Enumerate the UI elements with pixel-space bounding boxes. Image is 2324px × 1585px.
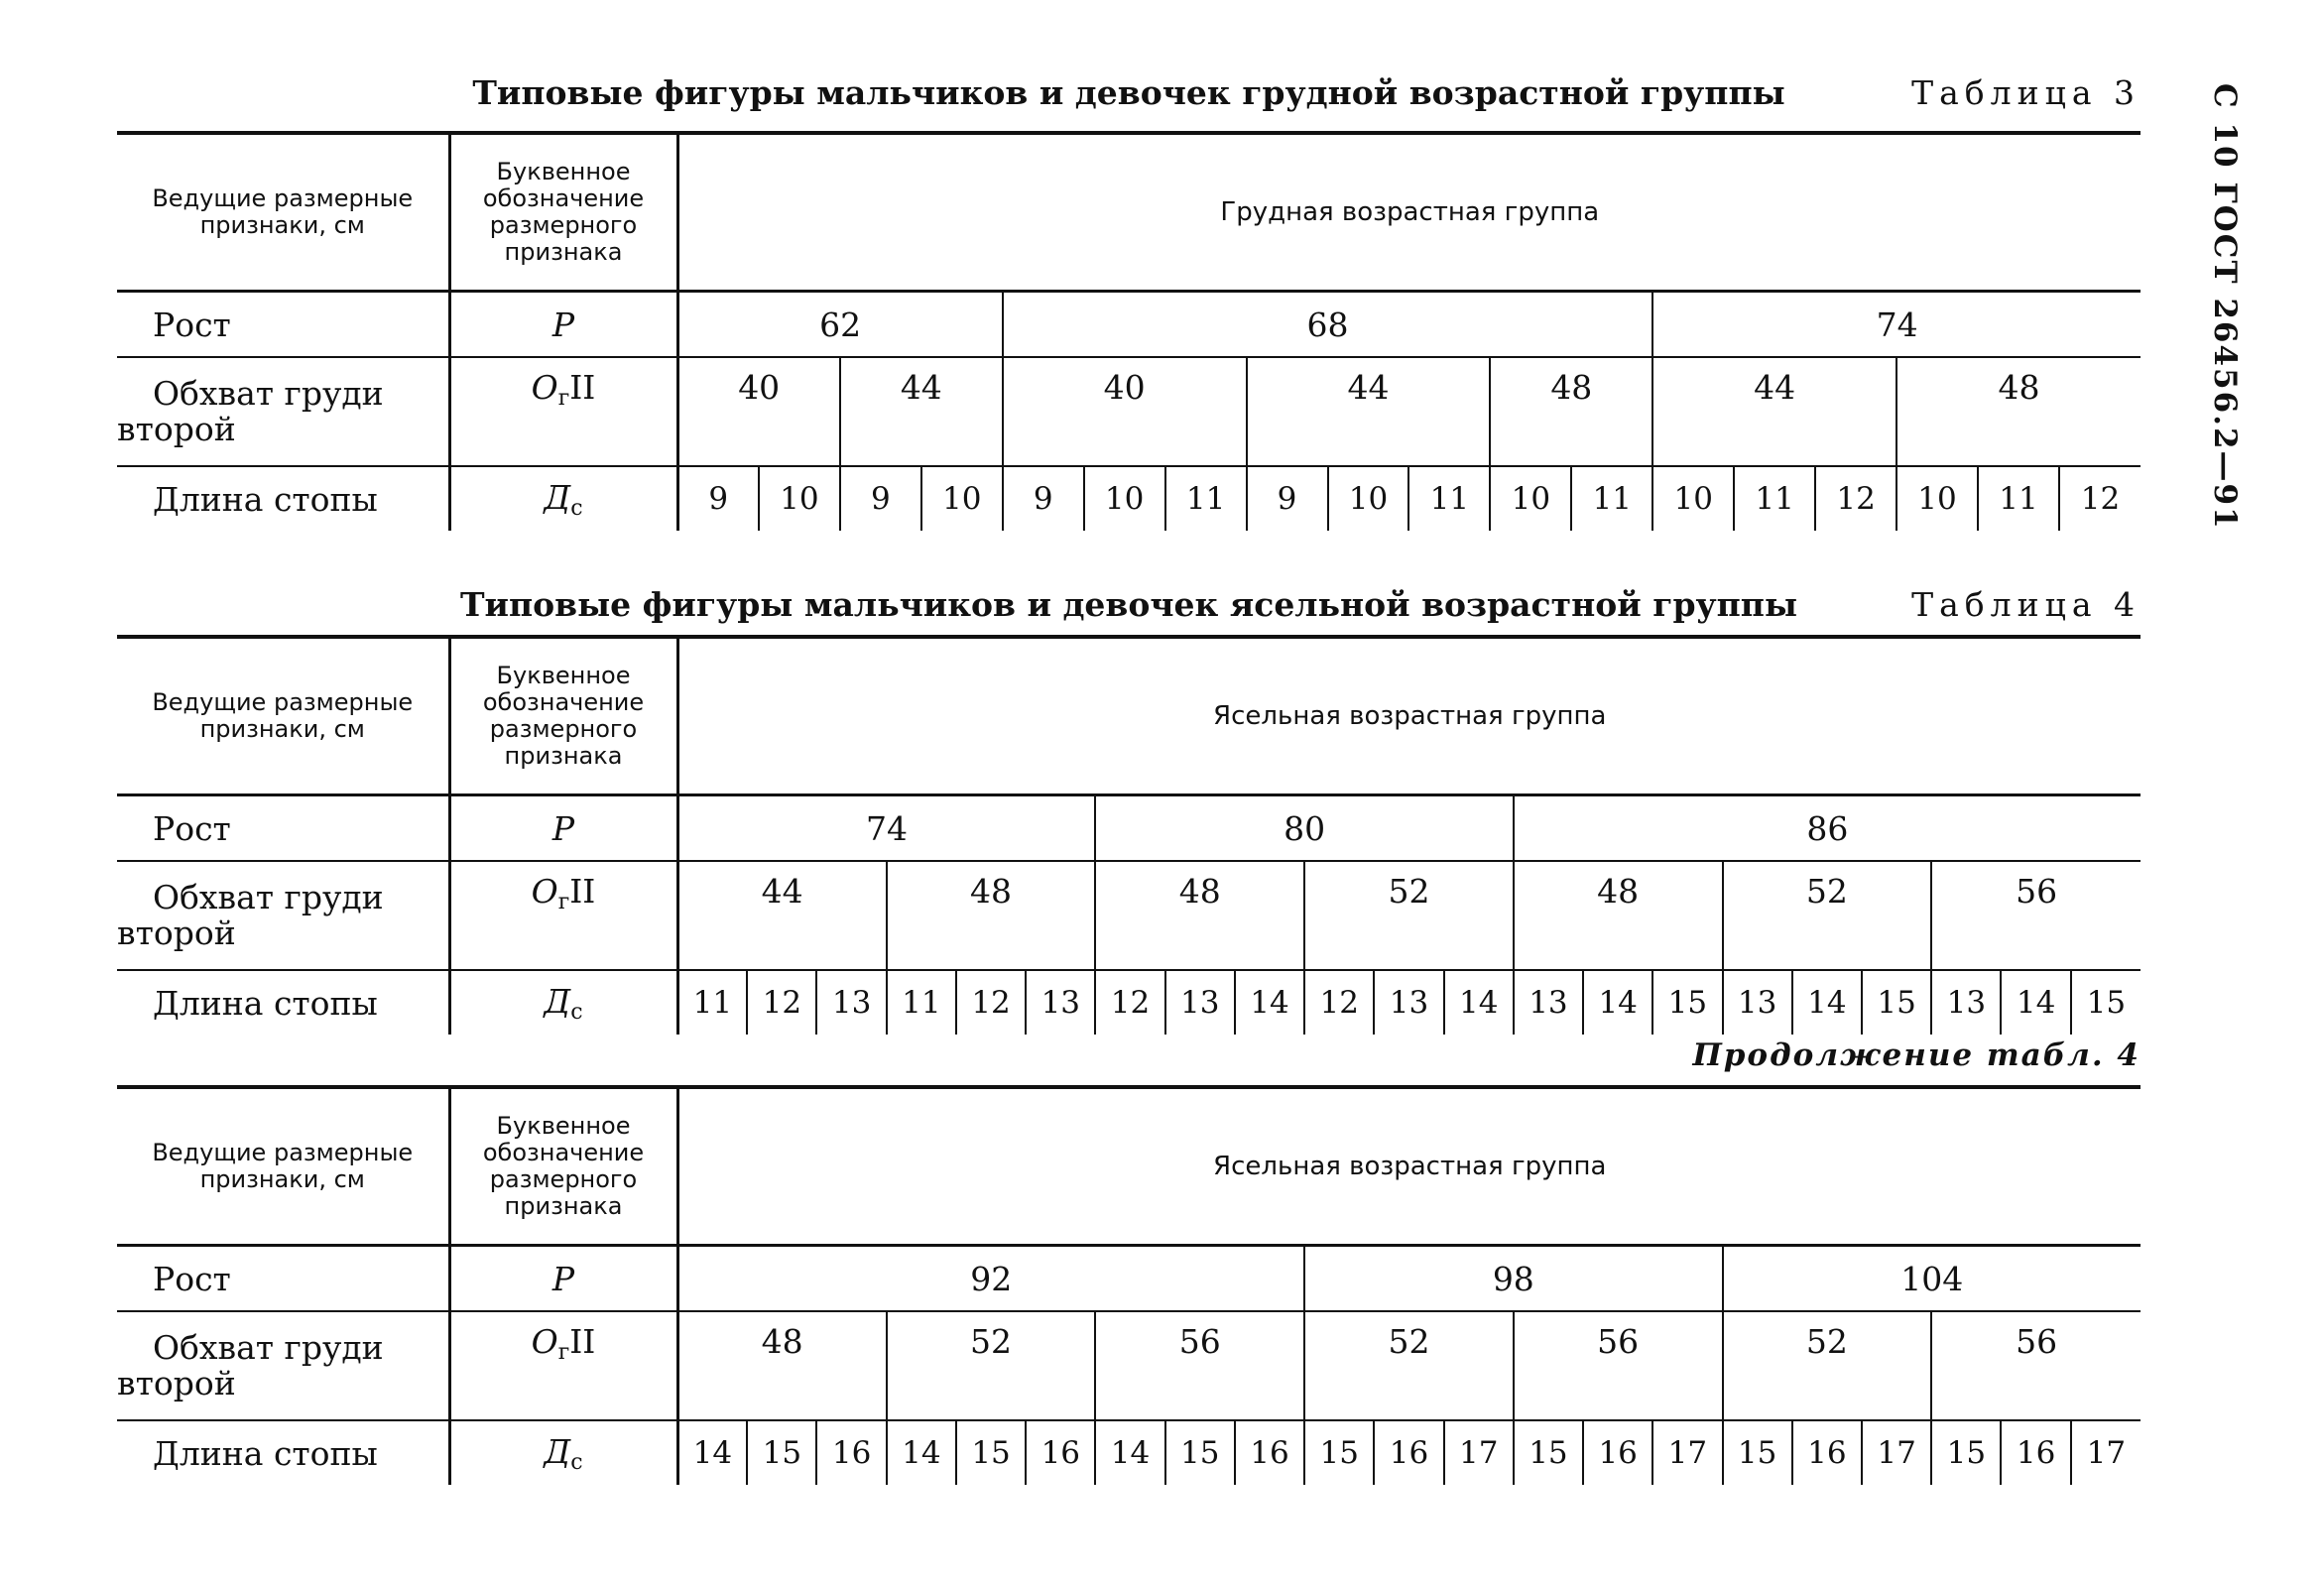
foot-symbol: $Д_с$ [449, 1420, 677, 1485]
foot-value: 11 [677, 970, 747, 1035]
table4-table [117, 635, 2141, 1035]
height-label: Рост [117, 795, 449, 862]
header-leading-features: Ведущие размерные признаки, см [117, 1087, 449, 1246]
foot-value: 10 [1490, 466, 1571, 531]
height-label: Рост [117, 1246, 449, 1312]
chest-row [117, 861, 2141, 970]
chest-symbol: $О_гII$ [449, 357, 677, 466]
chest-value: 52 [1304, 1311, 1514, 1420]
foot-value: 17 [1444, 1420, 1514, 1485]
chest-value: 56 [1931, 861, 2141, 970]
table4_cont-table [117, 1085, 2141, 1485]
foot-value: 14 [677, 1420, 747, 1485]
chest-value: 44 [1247, 357, 1491, 466]
foot-value: 15 [1304, 1420, 1374, 1485]
height-value: 68 [1003, 292, 1653, 358]
document-side-label: С 10 ГОСТ 26456.2—91 [2207, 83, 2243, 531]
header-letter-designation: Буквенное обозначение размерного признака [449, 133, 677, 292]
foot-value: 15 [1652, 970, 1722, 1035]
foot-value: 17 [1862, 1420, 1931, 1485]
header-letter-designation: Буквенное обозначение размерного признака [449, 1087, 677, 1246]
header-age-group: Грудная возрастная группа [677, 133, 2141, 292]
chest-value: 44 [677, 861, 887, 970]
header-leading-features: Ведущие размерные признаки, см [117, 133, 449, 292]
height-value: 74 [677, 795, 1095, 862]
chest-value: 52 [1723, 861, 1932, 970]
height-symbol: Р [449, 292, 677, 358]
chest-label: Обхват груди второй [117, 1311, 449, 1420]
height-value: 98 [1304, 1246, 1722, 1312]
chest-value: 56 [1514, 1311, 1723, 1420]
foot-row [117, 970, 2141, 1035]
table4-number: Таблица 4 [1911, 585, 2141, 624]
foot-value: 13 [1165, 970, 1235, 1035]
table3-table [117, 131, 2141, 531]
height-value: 74 [1652, 292, 2141, 358]
chest-value: 48 [1896, 357, 2141, 466]
foot-value: 9 [677, 466, 759, 531]
chest-symbol: $О_гII$ [449, 861, 677, 970]
chest-value: 40 [677, 357, 840, 466]
chest-value: 44 [1652, 357, 1896, 466]
foot-label: Длина стопы [117, 970, 449, 1035]
chest-value: 52 [887, 1311, 1096, 1420]
foot-symbol: $Д_с$ [449, 466, 677, 531]
chest-row [117, 357, 2141, 466]
foot-value: 9 [1247, 466, 1328, 531]
chest-label: Обхват груди второй [117, 861, 449, 970]
foot-symbol: $Д_с$ [449, 970, 677, 1035]
foot-value: 15 [1723, 1420, 1792, 1485]
foot-value: 10 [921, 466, 1003, 531]
foot-value: 14 [1235, 970, 1304, 1035]
foot-value: 15 [956, 1420, 1026, 1485]
foot-value: 17 [1652, 1420, 1722, 1485]
foot-label: Длина стопы [117, 466, 449, 531]
foot-value: 12 [747, 970, 816, 1035]
foot-value: 12 [2080, 481, 2121, 517]
foot-value: 12 [956, 970, 1026, 1035]
chest-value: 48 [887, 861, 1096, 970]
chest-symbol: $О_гII$ [449, 1311, 677, 1420]
foot-value: 12 [1815, 466, 1896, 531]
header-leading-features: Ведущие размерные признаки, см [117, 637, 449, 795]
foot-value: 10 [1084, 466, 1165, 531]
chest-value: 56 [1931, 1311, 2141, 1420]
foot-value: 14 [1444, 970, 1514, 1035]
foot-row [117, 466, 2141, 531]
chest-value: 48 [1095, 861, 1304, 970]
foot-value: 15 [2086, 985, 2127, 1021]
foot-value: 16 [1792, 1420, 1862, 1485]
chest-value: 56 [1095, 1311, 1304, 1420]
height-value: 104 [1723, 1246, 2141, 1312]
chest-value: 48 [677, 1311, 887, 1420]
foot-value: 12 [1095, 970, 1164, 1035]
chest-row [117, 1311, 2141, 1420]
foot-value: 11 [887, 970, 956, 1035]
foot-value: 10 [759, 466, 840, 531]
chest-value: 48 [1490, 357, 1652, 466]
table3-number: Таблица 3 [1911, 73, 2141, 112]
foot-value: 11 [1408, 466, 1490, 531]
header-age-group: Ясельная возрастная группа [677, 1087, 2141, 1246]
foot-value: 17 [2086, 1435, 2127, 1471]
foot-row [117, 1420, 2141, 1485]
table4-caption [117, 585, 2141, 631]
chest-value: 52 [1304, 861, 1514, 970]
chest-value: 52 [1723, 1311, 1932, 1420]
height-value: 92 [677, 1246, 1304, 1312]
table3-caption [117, 73, 2141, 119]
foot-value: 16 [1235, 1420, 1304, 1485]
height-value: 86 [1514, 795, 2141, 862]
height-symbol: Р [449, 795, 677, 862]
foot-value: 14 [1583, 970, 1652, 1035]
header-age-group: Ясельная возрастная группа [677, 637, 2141, 795]
chest-label: Обхват груди второй [117, 357, 449, 466]
foot-value: 14 [1095, 1420, 1164, 1485]
foot-value: 13 [1374, 970, 1443, 1035]
foot-value: 14 [887, 1420, 956, 1485]
height-row [117, 292, 2141, 358]
foot-value: 15 [747, 1420, 816, 1485]
foot-value: 9 [840, 466, 921, 531]
foot-value: 10 [1652, 466, 1734, 531]
foot-value: 16 [1583, 1420, 1652, 1485]
foot-value: 15 [1165, 1420, 1235, 1485]
foot-value: 11 [1978, 466, 2059, 531]
foot-value: 16 [2001, 1420, 2070, 1485]
table4-continuation-label: Продолжение табл. 4 [1692, 1037, 2141, 1073]
foot-value: 13 [1931, 970, 2001, 1035]
foot-value: 11 [1571, 466, 1652, 531]
foot-value: 13 [1723, 970, 1792, 1035]
foot-value: 13 [1026, 970, 1095, 1035]
foot-value: 11 [1165, 466, 1247, 531]
foot-value: 11 [1734, 466, 1815, 531]
foot-value: 15 [1862, 970, 1931, 1035]
foot-value: 15 [1931, 1420, 2001, 1485]
height-row [117, 795, 2141, 862]
foot-value: 10 [1896, 466, 1978, 531]
foot-value: 12 [1304, 970, 1374, 1035]
foot-value: 13 [1514, 970, 1583, 1035]
table4-title: Типовые фигуры мальчиков и девочек ясельной возрастной группы [459, 585, 1798, 624]
height-symbol: Р [449, 1246, 677, 1312]
table3-title: Типовые фигуры мальчиков и девочек грудной возрастной группы [472, 73, 1785, 112]
foot-value: 14 [1792, 970, 1862, 1035]
foot-value: 10 [1328, 466, 1409, 531]
chest-value: 44 [840, 357, 1003, 466]
chest-value: 40 [1003, 357, 1247, 466]
height-label: Рост [117, 292, 449, 358]
foot-value: 15 [1514, 1420, 1583, 1485]
chest-value: 48 [1514, 861, 1723, 970]
height-row [117, 1246, 2141, 1312]
height-value: 80 [1095, 795, 1513, 862]
foot-value: 16 [816, 1420, 886, 1485]
foot-value: 14 [2001, 970, 2070, 1035]
header-letter-designation: Буквенное обозначение размерного признака [449, 637, 677, 795]
foot-value: 16 [1026, 1420, 1095, 1485]
foot-value: 16 [1374, 1420, 1443, 1485]
height-value: 62 [677, 292, 1003, 358]
foot-label: Длина стопы [117, 1420, 449, 1485]
foot-value: 9 [1003, 466, 1084, 531]
foot-value: 13 [816, 970, 886, 1035]
